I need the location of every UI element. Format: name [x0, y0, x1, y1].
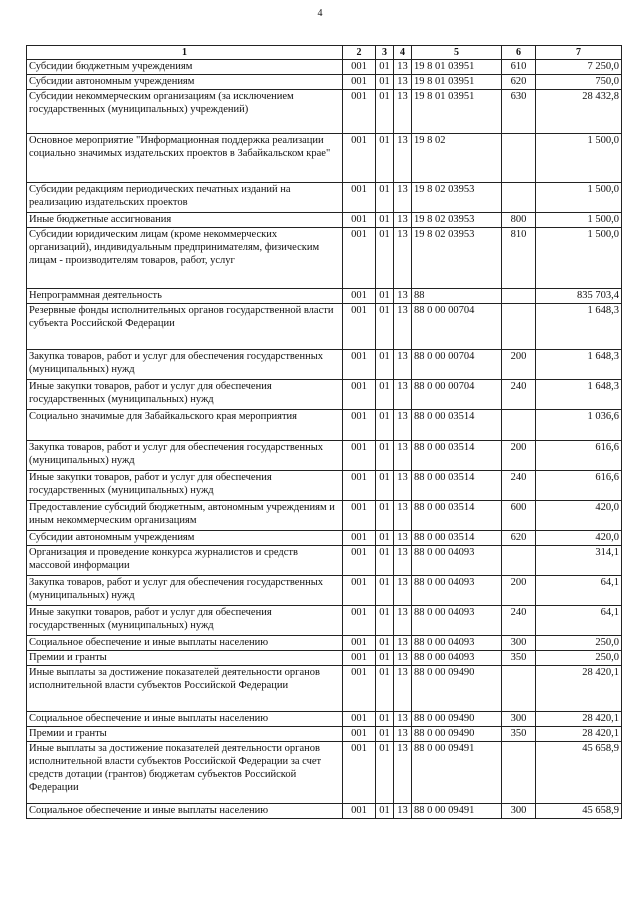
- row-expense-type: 600: [502, 501, 536, 531]
- row-section-code: 01: [376, 636, 394, 651]
- row-admin-code: 001: [343, 228, 376, 289]
- row-target-article: 88 0 00 09491: [412, 742, 502, 804]
- row-target-article: 88 0 00 04093: [412, 576, 502, 606]
- row-expense-type: [502, 666, 536, 712]
- row-target-article: 88 0 00 04093: [412, 606, 502, 636]
- row-subsection-code: 13: [394, 501, 412, 531]
- row-admin-code: 001: [343, 90, 376, 134]
- table-row: [27, 804, 622, 819]
- row-amount: 1 500,0: [536, 183, 622, 213]
- table-row: [27, 289, 622, 304]
- row-amount: 616,6: [536, 441, 622, 471]
- row-amount: 1 500,0: [536, 134, 622, 183]
- row-name: Иные закупки товаров, работ и услуг для обеспечения государственных (муниципальных) нужд: [27, 606, 343, 636]
- table-row: [27, 546, 622, 576]
- row-section-code: 01: [376, 651, 394, 666]
- row-admin-code: 001: [343, 531, 376, 546]
- row-name: Организация и проведение конкурса журналистов и средств массовой информации: [27, 546, 343, 576]
- row-section-code: 01: [376, 727, 394, 742]
- row-admin-code: 001: [343, 134, 376, 183]
- row-subsection-code: 13: [394, 636, 412, 651]
- row-admin-code: 001: [343, 75, 376, 90]
- row-admin-code: 001: [343, 651, 376, 666]
- row-target-article: 88 0 00 09490: [412, 712, 502, 727]
- row-amount: 28 420,1: [536, 666, 622, 712]
- table-row: [27, 134, 622, 183]
- row-section-code: 01: [376, 501, 394, 531]
- row-expense-type: 240: [502, 606, 536, 636]
- table-row: [27, 651, 622, 666]
- row-expense-type: 350: [502, 727, 536, 742]
- row-name: Иные выплаты за достижение показателей деятельности органов исполнительной власти субъектов Российской Федерации: [27, 666, 343, 712]
- row-name: Премии и гранты: [27, 727, 343, 742]
- row-section-code: 01: [376, 380, 394, 410]
- row-amount: 750,0: [536, 75, 622, 90]
- row-name: Предоставление субсидий бюджетным, автономным учреждениям и иным некоммерческим организациям: [27, 501, 343, 531]
- row-target-article: 88: [412, 289, 502, 304]
- header-col-3: 3: [376, 46, 394, 60]
- row-target-article: 88 0 00 09490: [412, 727, 502, 742]
- row-admin-code: 001: [343, 727, 376, 742]
- row-expense-type: 810: [502, 228, 536, 289]
- row-subsection-code: 13: [394, 804, 412, 819]
- row-name: Резервные фонды исполнительных органов государственной власти субъекта Российской Федерации: [27, 304, 343, 350]
- row-name: Закупка товаров, работ и услуг для обеспечения государственных (муниципальных) нужд: [27, 350, 343, 380]
- table-row: [27, 304, 622, 350]
- row-name: Субсидии автономным учреждениям: [27, 75, 343, 90]
- row-expense-type: 610: [502, 60, 536, 75]
- row-amount: 1 036,6: [536, 410, 622, 441]
- row-target-article: 88 0 00 00704: [412, 350, 502, 380]
- table-row: [27, 350, 622, 380]
- row-amount: 28 432,8: [536, 90, 622, 134]
- row-name: Субсидии редакциям периодических печатных изданий на реализацию издательских проектов: [27, 183, 343, 213]
- row-expense-type: 300: [502, 636, 536, 651]
- row-expense-type: [502, 289, 536, 304]
- row-admin-code: 001: [343, 441, 376, 471]
- row-section-code: 01: [376, 228, 394, 289]
- header-col-1: 1: [27, 46, 343, 60]
- row-subsection-code: 13: [394, 183, 412, 213]
- row-amount: 835 703,4: [536, 289, 622, 304]
- row-admin-code: 001: [343, 576, 376, 606]
- row-subsection-code: 13: [394, 531, 412, 546]
- row-admin-code: 001: [343, 471, 376, 501]
- row-subsection-code: 13: [394, 75, 412, 90]
- row-target-article: 88 0 00 03514: [412, 471, 502, 501]
- row-name: Основное мероприятие "Информационная поддержка реализации социально значимых издательских проектов в Забайкальском крае": [27, 134, 343, 183]
- row-expense-type: 240: [502, 471, 536, 501]
- row-amount: 64,1: [536, 606, 622, 636]
- row-name: Непрограммная деятельность: [27, 289, 343, 304]
- row-section-code: 01: [376, 441, 394, 471]
- row-section-code: 01: [376, 289, 394, 304]
- row-amount: 314,1: [536, 546, 622, 576]
- table-row: [27, 666, 622, 712]
- row-expense-type: 200: [502, 350, 536, 380]
- row-amount: 1 648,3: [536, 350, 622, 380]
- row-section-code: 01: [376, 183, 394, 213]
- row-expense-type: 800: [502, 213, 536, 228]
- row-admin-code: 001: [343, 742, 376, 804]
- row-section-code: 01: [376, 546, 394, 576]
- row-name: Иные закупки товаров, работ и услуг для обеспечения государственных (муниципальных) нужд: [27, 471, 343, 501]
- row-name: Закупка товаров, работ и услуг для обеспечения государственных (муниципальных) нужд: [27, 576, 343, 606]
- row-admin-code: 001: [343, 60, 376, 75]
- row-admin-code: 001: [343, 350, 376, 380]
- row-target-article: 19 8 01 03951: [412, 60, 502, 75]
- row-admin-code: 001: [343, 289, 376, 304]
- row-expense-type: [502, 410, 536, 441]
- row-name: Субсидии некоммерческим организациям (за исключением государственных (муниципальных) учреждений): [27, 90, 343, 134]
- row-target-article: 19 8 01 03951: [412, 75, 502, 90]
- table-row: [27, 727, 622, 742]
- row-expense-type: [502, 742, 536, 804]
- row-name: Субсидии автономным учреждениям: [27, 531, 343, 546]
- row-expense-type: 620: [502, 75, 536, 90]
- row-subsection-code: 13: [394, 651, 412, 666]
- row-name: Социальное обеспечение и иные выплаты населению: [27, 804, 343, 819]
- table-row: [27, 636, 622, 651]
- row-subsection-code: 13: [394, 546, 412, 576]
- row-admin-code: 001: [343, 546, 376, 576]
- page-number: 4: [317, 8, 323, 19]
- row-subsection-code: 13: [394, 441, 412, 471]
- row-expense-type: [502, 304, 536, 350]
- table-row: [27, 75, 622, 90]
- row-amount: 250,0: [536, 636, 622, 651]
- row-amount: 1 648,3: [536, 304, 622, 350]
- row-subsection-code: 13: [394, 666, 412, 712]
- row-subsection-code: 13: [394, 213, 412, 228]
- table-row: [27, 712, 622, 727]
- table-row: [27, 606, 622, 636]
- header-col-5: 5: [412, 46, 502, 60]
- row-target-article: 88 0 00 03514: [412, 531, 502, 546]
- row-admin-code: 001: [343, 666, 376, 712]
- row-target-article: 19 8 02 03953: [412, 228, 502, 289]
- row-expense-type: 630: [502, 90, 536, 134]
- row-amount: 1 500,0: [536, 228, 622, 289]
- table-row: [27, 531, 622, 546]
- row-admin-code: 001: [343, 712, 376, 727]
- table-row: [27, 501, 622, 531]
- row-expense-type: 620: [502, 531, 536, 546]
- table-row: [27, 576, 622, 606]
- table-row: [27, 441, 622, 471]
- row-subsection-code: 13: [394, 60, 412, 75]
- row-section-code: 01: [376, 213, 394, 228]
- row-target-article: 88 0 00 04093: [412, 636, 502, 651]
- row-subsection-code: 13: [394, 576, 412, 606]
- table-row: [27, 410, 622, 441]
- row-subsection-code: 13: [394, 606, 412, 636]
- row-admin-code: 001: [343, 804, 376, 819]
- row-section-code: 01: [376, 531, 394, 546]
- row-amount: 420,0: [536, 501, 622, 531]
- row-section-code: 01: [376, 350, 394, 380]
- row-target-article: 19 8 02: [412, 134, 502, 183]
- row-section-code: 01: [376, 606, 394, 636]
- row-expense-type: 200: [502, 441, 536, 471]
- row-amount: 250,0: [536, 651, 622, 666]
- row-amount: 7 250,0: [536, 60, 622, 75]
- row-expense-type: 350: [502, 651, 536, 666]
- row-section-code: 01: [376, 304, 394, 350]
- row-target-article: 19 8 02 03953: [412, 213, 502, 228]
- row-expense-type: [502, 134, 536, 183]
- row-name: Иные закупки товаров, работ и услуг для обеспечения государственных (муниципальных) нужд: [27, 380, 343, 410]
- row-admin-code: 001: [343, 501, 376, 531]
- row-target-article: 88 0 00 03514: [412, 501, 502, 531]
- row-amount: 616,6: [536, 471, 622, 501]
- row-name: Иные выплаты за достижение показателей деятельности органов исполнительной власти субъектов Российской Федерации за счет средств дотации (грантов) бюджетам субъектов Российской Федерации: [27, 742, 343, 804]
- row-target-article: 19 8 01 03951: [412, 90, 502, 134]
- row-name: Социальное обеспечение и иные выплаты населению: [27, 636, 343, 651]
- row-name: Субсидии юридическим лицам (кроме некоммерческих организаций), индивидуальным предпринимателям, физическим лицам - производителям товаров, работ, услуг: [27, 228, 343, 289]
- row-expense-type: 200: [502, 576, 536, 606]
- table-row: [27, 471, 622, 501]
- row-section-code: 01: [376, 666, 394, 712]
- table-row: [27, 183, 622, 213]
- row-subsection-code: 13: [394, 289, 412, 304]
- row-admin-code: 001: [343, 380, 376, 410]
- row-target-article: 19 8 02 03953: [412, 183, 502, 213]
- table-header-row: [27, 46, 622, 60]
- row-section-code: 01: [376, 134, 394, 183]
- table-body: [27, 60, 622, 819]
- row-subsection-code: 13: [394, 380, 412, 410]
- row-target-article: 88 0 00 04093: [412, 546, 502, 576]
- header-col-6: 6: [502, 46, 536, 60]
- row-admin-code: 001: [343, 410, 376, 441]
- row-amount: 64,1: [536, 576, 622, 606]
- row-target-article: 88 0 00 03514: [412, 410, 502, 441]
- row-section-code: 01: [376, 712, 394, 727]
- row-admin-code: 001: [343, 213, 376, 228]
- row-section-code: 01: [376, 410, 394, 441]
- budget-table: [26, 45, 622, 819]
- row-admin-code: 001: [343, 304, 376, 350]
- table-row: [27, 228, 622, 289]
- row-section-code: 01: [376, 471, 394, 501]
- table-row: [27, 742, 622, 804]
- row-subsection-code: 13: [394, 304, 412, 350]
- table-row: [27, 90, 622, 134]
- row-admin-code: 001: [343, 183, 376, 213]
- row-subsection-code: 13: [394, 134, 412, 183]
- row-name: Социально значимые для Забайкальского края мероприятия: [27, 410, 343, 441]
- row-target-article: 88 0 00 09490: [412, 666, 502, 712]
- table-row: [27, 60, 622, 75]
- row-name: Субсидии бюджетным учреждениям: [27, 60, 343, 75]
- row-subsection-code: 13: [394, 712, 412, 727]
- row-subsection-code: 13: [394, 410, 412, 441]
- row-subsection-code: 13: [394, 471, 412, 501]
- row-amount: 45 658,9: [536, 742, 622, 804]
- row-amount: 45 658,9: [536, 804, 622, 819]
- row-section-code: 01: [376, 576, 394, 606]
- row-amount: 28 420,1: [536, 712, 622, 727]
- row-admin-code: 001: [343, 636, 376, 651]
- row-target-article: 88 0 00 04093: [412, 651, 502, 666]
- row-section-code: 01: [376, 75, 394, 90]
- row-amount: 420,0: [536, 531, 622, 546]
- row-section-code: 01: [376, 90, 394, 134]
- row-expense-type: [502, 546, 536, 576]
- row-subsection-code: 13: [394, 742, 412, 804]
- header-col-2: 2: [343, 46, 376, 60]
- table-row: [27, 380, 622, 410]
- row-admin-code: 001: [343, 606, 376, 636]
- header-col-7: 7: [536, 46, 622, 60]
- row-expense-type: 240: [502, 380, 536, 410]
- row-target-article: 88 0 00 03514: [412, 441, 502, 471]
- row-expense-type: 300: [502, 712, 536, 727]
- row-name: Иные бюджетные ассигнования: [27, 213, 343, 228]
- row-amount: 28 420,1: [536, 727, 622, 742]
- row-subsection-code: 13: [394, 228, 412, 289]
- header-col-4: 4: [394, 46, 412, 60]
- row-target-article: 88 0 00 00704: [412, 380, 502, 410]
- row-section-code: 01: [376, 804, 394, 819]
- row-subsection-code: 13: [394, 727, 412, 742]
- table-row: [27, 213, 622, 228]
- row-expense-type: 300: [502, 804, 536, 819]
- row-amount: 1 648,3: [536, 380, 622, 410]
- row-name: Социальное обеспечение и иные выплаты населению: [27, 712, 343, 727]
- row-target-article: 88 0 00 00704: [412, 304, 502, 350]
- row-name: Премии и гранты: [27, 651, 343, 666]
- row-subsection-code: 13: [394, 90, 412, 134]
- row-name: Закупка товаров, работ и услуг для обеспечения государственных (муниципальных) нужд: [27, 441, 343, 471]
- row-target-article: 88 0 00 09491: [412, 804, 502, 819]
- row-section-code: 01: [376, 742, 394, 804]
- row-expense-type: [502, 183, 536, 213]
- row-section-code: 01: [376, 60, 394, 75]
- row-subsection-code: 13: [394, 350, 412, 380]
- row-amount: 1 500,0: [536, 213, 622, 228]
